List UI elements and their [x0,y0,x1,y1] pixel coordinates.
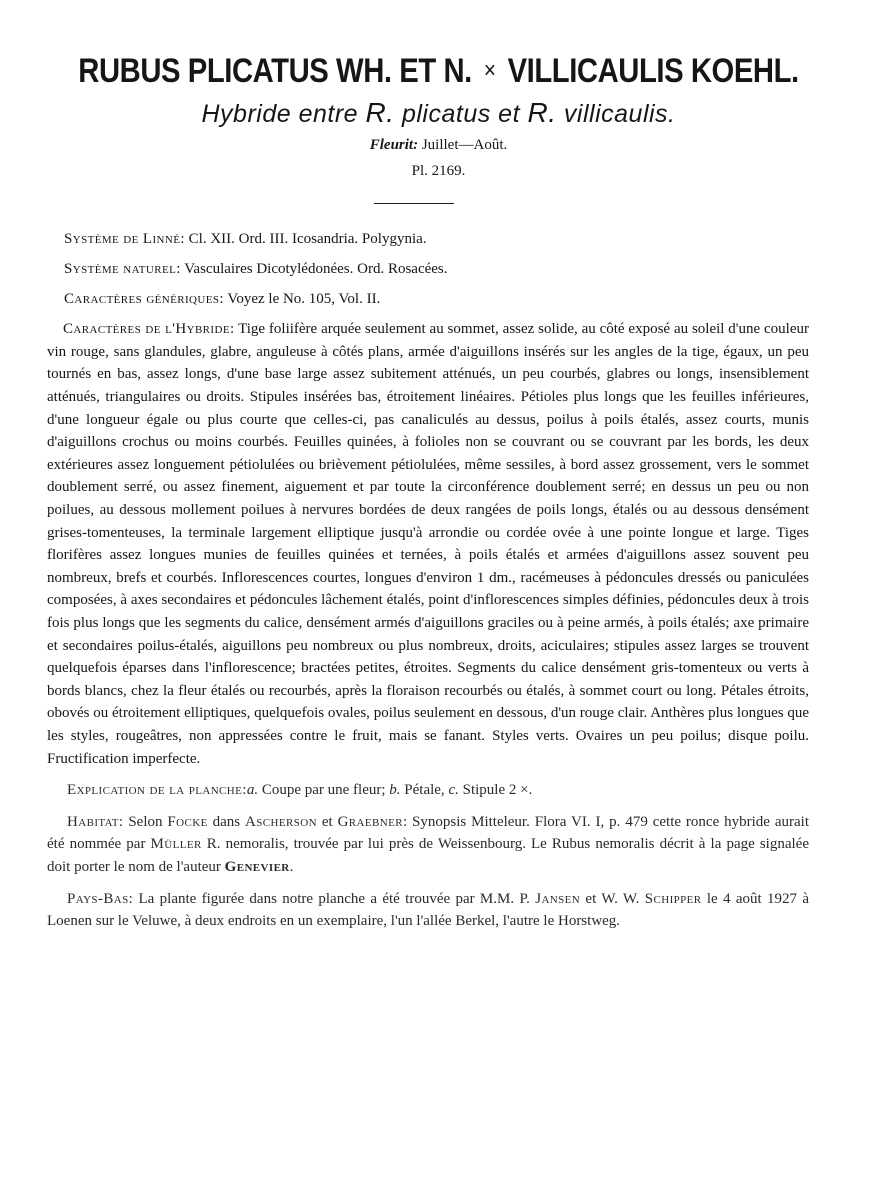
hybrid-characters: Caractères de l'Hybride: Tige foliifère arquée seulement au sommet, assez solide, au côté exposé au soleil d'une couleur vin rouge, sans glandules, glabre, anguleuse à côtés plans, armée d'aiguillons insérés sur les angles de la tige, égaux, un peu tournés en bas, assez longs, d'une base large assez subitement atténués, un peu courbés, glabres ou longs, insensiblement atténués, triangulaires ou droits. Stipules insérées bas, étroitement linéaires. Pétioles plus longs que les feuilles inférieures, d'une longueur égale ou plus courte que celles-ci, pas canaliculés au dessus, poilus à poils étalés, assez courts, munis d'aiguillons crochus ou moins courbés. Feuilles quinées, à folioles non se couvrant ou se couvrant par les bords, les deux extérieures assez longuement pétiolulées ou brièvement pétiolulées, même sessiles, à bord assez grossement, vers le sommet doublement serré, ou assez finement, aiguement et par toute la circonférence doublement serré; en dessus un peu ou non poilues, au dessous mollement poilues à nervures bordées de deux rangées de poils longs, étalés ou au dessous densément grises-tomenteuses, la terminale largement elliptique jusqu'à arrondie ou cordée ovée à une pointe longue et large. Tiges florifères assez longues munies de feuilles quinées et ternées, à poils étalés et armées d'aiguillons assez souvent peu nombreux, brefs et courbés. Inflorescences courtes, longues d'environ 1 dm., racémeuses à pédoncules dressés ou paniculées composées, à axes secondaires et pédoncules lâchement étalés, point d'inflorescences simples définies, pédoncules deux à trois fois plus longs que les segments du calice, densément armés d'aiguillons graciles ou à peine armés, à poils étalés; axe primaire et secondaires poilus-étalés, aiguillons peu nombreux ou plus nombreux, droits, aciculaires; stipules assez larges se trouvent quelquefois éparses dans l'inflorescence; bractées petites, étroites. Segments du calice densément gris-tomenteux ou verts à bords blancs, chez la fleur étalés ou recourbés, après la floraison recourbés ou étalés, à sommet court ou long. Pétales étroits, obovés ou étroitement elliptiques, quelquefois ovales, poilus seulement en dessous, d'un rouge clair. Anthères plus longues que les styles, rougeâtres, non appressées contre le fruit, mais se fanant. Styles verts. Ovaires un peu poilus; disque poilu. Fructification imperfecte. [47,321,809,767]
title-right: VILLICAULIS KOEHL. [507,52,799,90]
plate-explanation: Explication de la planche:a. Coupe par une fleur; b. Pétale, c. Stipule 2 ×. [67,782,533,799]
document-body [47,228,809,942]
title-left: RUBUS PLICATUS WH. ET N. [78,52,472,90]
flowering-value: Juillet—Août. [418,137,508,153]
flowering-label: Fleurit: [369,137,419,153]
linne-system: Système de Linné: Cl. XII. Ord. III. Icosandria. Polygynia. [64,231,427,247]
page-title [61,52,815,91]
flowering-period [0,137,877,154]
plate-number: Pl. 2169. [411,163,466,179]
generic-characters: Caractères génériques: Voyez le No. 105, Vol. II. [64,291,381,308]
page-subtitle: Hybride entre R. plicatus et R. villicaulis. [201,97,676,128]
natural-system: Système naturel: Vasculaires Dicotylédonées. Ord. Rosacées. [64,261,448,278]
title-divider [374,203,454,204]
hybrid-cross-symbol: × [483,57,496,84]
habitat-section: Habitat: Selon Focke dans Ascherson et Graebner: Synopsis Mitteleur. Flora VI. I, p. 479 cette ronce hybride aurait été nommée par Müller R. nemoralis, trouvée par lui près de Weissenbourg. Le Rubus nemoralis décrit à la page signalée doit porter le nom de l'auteur Genevier. [47,813,810,875]
pays-bas-section: Pays-Bas: La plante figurée dans notre planche a été trouvée par M.M. P. Jansen et W. W. Schipper le 4 août 1927 à Loenen sur le Veluwe, à deux endroits en un exemplaire, l'un l'allée Berkel, l'autre le Horstweg. [47,890,809,930]
